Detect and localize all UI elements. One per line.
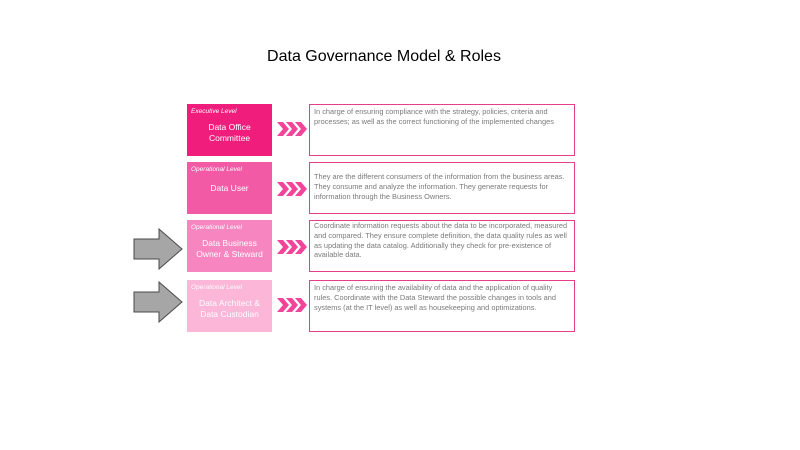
role-name: Data Business Owner & Steward (196, 238, 263, 259)
role-box-data-business-owner-steward (187, 220, 272, 272)
chevron-arrows-icon (277, 182, 307, 196)
role-box-data-office-committee (187, 104, 272, 156)
role-name: Data Office Committee (208, 122, 251, 143)
chevron-arrows-icon (277, 298, 307, 312)
role-box-data-user (187, 162, 272, 214)
role-name: Data User (210, 183, 249, 193)
role-box-data-architect-custodian (187, 280, 272, 332)
highlight-arrow-icon (133, 228, 183, 270)
role-description: Coordinate information requests about the data to be incorporated, measured and compared. They ensure complete definition, the data quality rules as well as updating the data catalog. Additionally they check for pre-existence of available data. (309, 220, 575, 272)
page-title: Data Governance Model & Roles (267, 48, 501, 65)
role-description: They are the different consumers of the information from the business areas. They consume and analyze the information. They generate requests for information through the Business Owners. (309, 162, 575, 214)
role-level-label: Operational Level (191, 224, 242, 231)
chevron-arrows-icon (277, 240, 307, 254)
role-level-label: Operational Level (191, 166, 242, 173)
role-description: In charge of ensuring compliance with the strategy, policies, criteria and processes; as well as the correct functioning of the implemented changes (309, 104, 575, 156)
chevron-arrows-icon (277, 122, 307, 136)
role-level-label: Executive Level (191, 108, 237, 115)
highlight-arrow-icon (133, 281, 183, 323)
role-name: Data Architect & Data Custodian (199, 298, 260, 319)
role-description: In charge of ensuring the availability of data and the application of quality rules. Coordinate with the Data Steward the possible changes in tools and systems (at the IT level) as well as housekeeping and optimizations. (309, 280, 575, 332)
role-level-label: Operational Level (191, 284, 242, 291)
